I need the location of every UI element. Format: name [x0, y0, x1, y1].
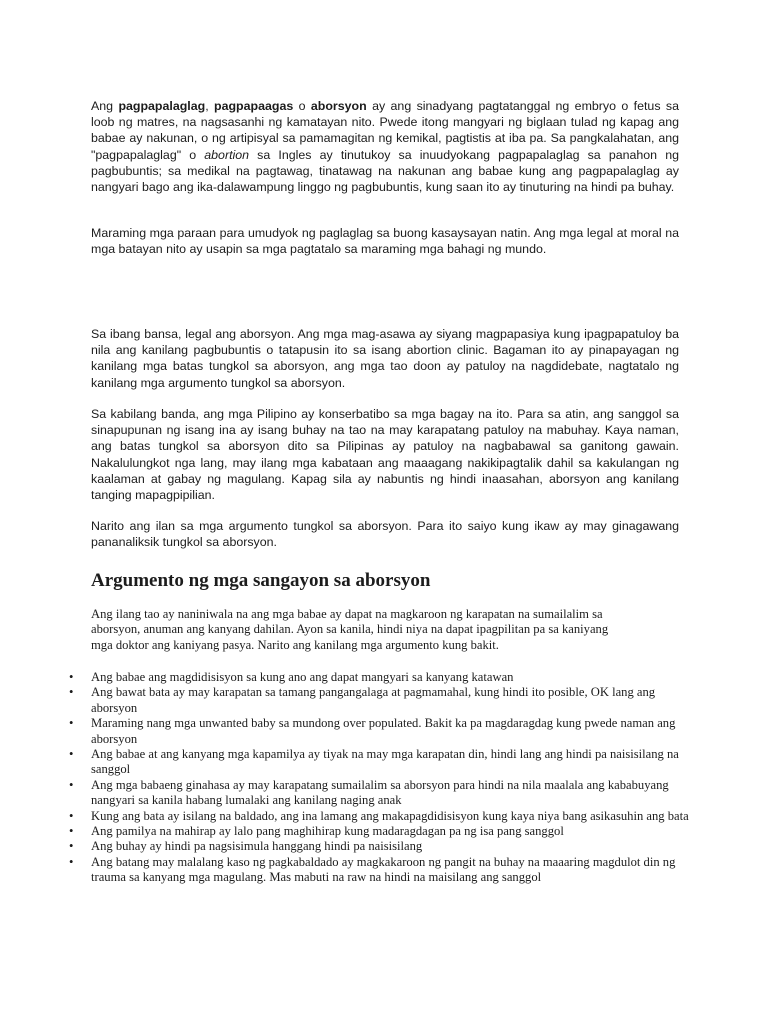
term-abortion: abortion: [204, 147, 250, 162]
section-intro: Ang ilang tao ay naniniwala na ang mga babae ay dapat na magkaroon ng karapatan na sumailalim sa aborsyon, anuman ang kanyang dahilan. Ayon sa kanila, hindi niya na dapat ipagpilitan pa sa kaniyang mga doktor ang kaniyang pasya. Narito ang kanilang mga argumento kung bakit.: [91, 607, 609, 652]
list-item: • Ang babae at ang kanyang mga kapamilya ay tiyak na may mga karapatan din, hindi lang ang hindi pa naisisilang na sanggol: [91, 747, 691, 778]
p1-text-1: Ang: [91, 99, 119, 113]
p1-text-3: o: [293, 99, 311, 113]
term-pagpapaagas: pagpapaagas: [214, 99, 294, 113]
list-item: • Ang mga babaeng ginahasa ay may karapatang sumailalim sa aborsyon para hindi na nila maalala ang kababuyang nangyari sa kanila habang lumalaki ang kanilang naging anak: [91, 778, 691, 809]
paragraph-arguments-intro: Narito ang ilan sa mga argumento tungkol sa aborsyon. Para ito saiyo kung ikaw ay may ginagawang pananaliksik tungkol sa aborsyon.: [91, 519, 679, 550]
list-item: • Kung ang bata ay isilang na baldado, ang ina lamang ang makapagdidisisyon kung kaya niya bang asikasuhin ang bata: [91, 809, 691, 824]
argument-list: [91, 670, 691, 886]
list-item: • Ang bawat bata ay may karapatan sa tamang pangangalaga at pagmamahal, kung hindi ito posible, OK lang ang aborsyon: [91, 685, 691, 716]
term-pagpapalaglag: pagpapalaglag: [118, 99, 206, 113]
section-heading: Argumento ng mga sangayon sa aborsyon: [91, 570, 431, 591]
list-item: • Ang batang may malalang kaso ng pagkabaldado ay magkakaroon ng pangit na buhay na maaaring magdulot din ng trauma sa kanyang mga magulang. Mas mabuti na raw na hindi na maisilang ang sanggol: [91, 855, 691, 886]
term-aborsyon: aborsyon: [310, 99, 367, 113]
list-item: • Maraming nang mga unwanted baby sa mundong over populated. Bakit ka pa magdaragdag kung pwede naman ang aborsyon: [91, 716, 691, 747]
list-item: • Ang pamilya na mahirap ay lalo pang maghihirap kung madaragdagan pa ng isa pang sanggol: [91, 824, 691, 839]
list-item: • Ang babae ang magdidisisyon sa kung ano ang dapat mangyari sa kanyang katawan: [91, 670, 691, 685]
paragraph-definition: [91, 98, 679, 195]
list-item: • Ang buhay ay hindi pa nagsisimula hanggang hindi pa naisisilang: [91, 839, 691, 854]
paragraph-philippines: Sa kabilang banda, ang mga Pilipino ay konserbatibo sa mga bagay na ito. Para sa atin, ang sanggol sa sinapupunan ng isang ina ay isang buhay na tao na may karapatang patuloy na mabuhay. Kaya naman, ang batas tungkol sa aborsyon dito sa Pilipinas ay patuloy na nagbabawal sa ganitong gawain. Nakalulungkot nga lang, may ilang mga kabataan ang maaagang nakikipagtalik dahil sa kakulangan ng kaalaman at gabay ng magulang. Kapag sila ay nabuntis ng hindi inaasahan, aborsyon ang kanilang tanging mapagpipilian.: [91, 407, 679, 503]
p1-text-2: ,: [205, 99, 215, 113]
paragraph-history: Maraming mga paraan para umudyok ng paglaglag sa buong kasaysayan natin. Ang mga legal at moral na mga batayan nito ay usapin sa mga pagtatalo sa maraming mga bahagi ng mundo.: [91, 226, 679, 257]
paragraph-other-countries: Sa ibang bansa, legal ang aborsyon. Ang mga mag-asawa ay siyang magpapasiya kung ipagpapatuloy ba nila ang kanilang pagbubuntis o tatapusin ito sa isang abortion clinic. Bagaman ito ay pinapayagan ng kanilang mga batas tungkol sa aborsyon, ang mga tao doon ay patuloy na nagdidebate, nagtatalo ng kanilang mga argumento tungkol sa aborsyon.: [91, 327, 679, 390]
p1-text-4: ay ang sinadyang pagtatanggal ng embryo o fetus sa loob ng matres, na nagsasanhi ng kamatayan nito. Pwede itong mangyari ng biglaan tulad ng kapag ang babae ay nakunan, o ng artipisyal sa pamamagitan ng kemikal, pagtistis at iba pa. Sa pangkalahatan, ang "pagpapalaglag" o: [91, 99, 679, 162]
p1-text-5: sa Ingles ay tinutukoy sa inuudyokang pagpapalaglag sa panahon ng pagbubuntis; sa medikal na pagtawag, tinatawag na nakunan ang babae kung ang pagpapalaglag ay nangyari bago ang ika-dalawampung linggo ng pagbubuntis, kung saan ito ay tinuturing na hindi pa buhay.: [91, 147, 679, 195]
